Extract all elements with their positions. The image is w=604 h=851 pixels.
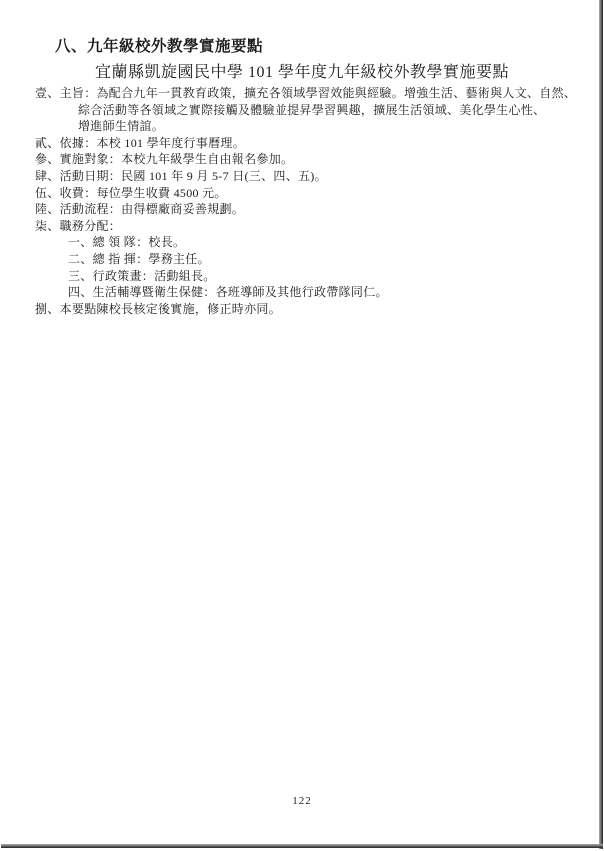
doc-line: 伍、收費：每位學生收費 4500 元。 <box>35 185 227 200</box>
doc-line: 貳、依據：本校 101 學年度行事曆理。 <box>35 135 246 150</box>
doc-line: 捌、本要點陳校長核定後實施，修正時亦同。 <box>35 301 282 316</box>
doc-line: 肆、活動日期：民國 101 年 9 月 5-7 日(三、四、五)。 <box>35 168 327 183</box>
doc-line: 四、生活輔導暨衛生保健：各班導師及其他行政帶隊同仁。 <box>68 285 388 300</box>
page-edge-shadow-right <box>599 0 603 849</box>
document-body <box>35 85 584 317</box>
doc-line: 柒、職務分配： <box>35 218 122 233</box>
doc-line: 參、實施對象：本校九年級學生自由報名參加。 <box>35 152 294 167</box>
doc-line: 三、行政策畫：活動組長。 <box>68 268 216 283</box>
page-number: 122 <box>292 795 312 807</box>
doc-line: 一、總 領 隊：校長。 <box>68 235 186 250</box>
document-title: 宜蘭縣凱旋國民中學 101 學年度九年級校外教學實施要點 <box>94 64 509 81</box>
doc-line: 二、總 指 揮：學務主任。 <box>68 251 210 266</box>
doc-line: 壹、主旨：為配合九年一貫教育政策，擴充各領域學習效能與經驗。增強生活、藝術與人文、自然、 <box>35 86 577 100</box>
section-heading: 八、九年級校外教學實施要點 <box>55 38 264 55</box>
page-edge-shadow-bottom <box>1 844 603 848</box>
doc-line: 綜合活動等各領域之實際接觸及體驗並提昇學習興趣，擴展生活領域、美化學生心性、 <box>78 102 546 117</box>
doc-line: 陸、活動流程：由得標廠商妥善規劃。 <box>35 202 245 217</box>
doc-line: 增進師生情誼。 <box>78 119 165 134</box>
